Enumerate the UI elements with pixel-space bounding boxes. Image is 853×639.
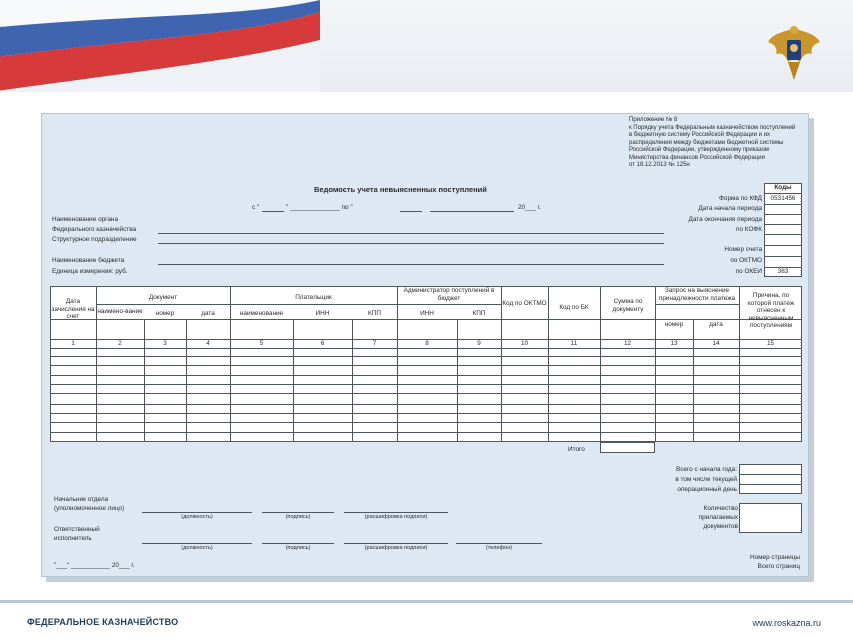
incl-day-label: операционный день <box>677 486 737 493</box>
unit-label: Единица измерения: руб. <box>52 268 128 275</box>
period-start-label: Дата начала периода <box>698 205 762 212</box>
period-suffix: 20___ г. <box>518 204 541 211</box>
codes-header: Коды <box>774 184 792 191</box>
col-kbk-header: Код по БК <box>559 304 589 311</box>
oktmo-label: по ОКТМО <box>730 257 762 264</box>
col-number: 1 <box>71 340 75 347</box>
col-number: 5 <box>259 340 264 347</box>
organ-label: Наименование органа <box>52 216 119 223</box>
col-request-header: Запрос на выяснение принадлежности платежа <box>658 287 736 302</box>
col-req-date-header: дата <box>709 321 723 328</box>
appendix-note <box>629 117 807 170</box>
document-title: Ведомость учета невыясненных поступлений <box>314 185 487 194</box>
head-decoding-caption: (расшифровка подписи) <box>364 514 428 520</box>
col-admin-header: Администратор поступлений в бюджет <box>403 287 495 302</box>
col-number: 4 <box>206 340 210 347</box>
period-end-label: Дата окончания периода <box>688 216 762 223</box>
col-payer-name-header: наименование <box>239 310 284 317</box>
executor-phone-caption: (телефон) <box>485 545 513 551</box>
col-number: 11 <box>570 340 578 347</box>
col-doc-name-header: наимено-вание <box>97 308 143 315</box>
okei-value: 383 <box>777 268 789 275</box>
col-number: 9 <box>477 340 481 347</box>
col-doc-date-header: дата <box>201 310 215 317</box>
appendix-line: Российской Федерации, утвержденному приказом <box>629 147 769 153</box>
col-number: 7 <box>372 340 377 347</box>
footer-org-name: ФЕДЕРАЛЬНОЕ КАЗНАЧЕЙСТВО <box>27 617 179 627</box>
date-line: "___" ___________ 20___ г. <box>54 562 135 569</box>
budget-label: Наименование бюджета <box>52 257 125 264</box>
executor-decoding-caption: (расшифровка подписи) <box>364 545 428 551</box>
appendix-line: от 18.12.2013 № 125н <box>629 162 690 168</box>
col-number: 6 <box>320 340 325 347</box>
col-req-num-header: номер <box>664 321 684 328</box>
col-number: 3 <box>163 340 167 347</box>
col-oktmo-header: Код по ОКТМО <box>502 300 547 307</box>
division-label: Структурное подразделение <box>52 236 137 243</box>
appendix-line: к Порядку учета Федеральным казначейством поступлений <box>629 124 796 131</box>
col-number: 15 <box>766 340 775 347</box>
head-position-caption: (должность) <box>181 514 213 520</box>
col-number: 13 <box>670 340 678 347</box>
executor-signature-caption: (подпись) <box>285 545 311 551</box>
executor-label-1: Ответственный <box>54 526 100 533</box>
docs-count-box <box>739 503 802 533</box>
footer-url[interactable]: www.roskazna.ru <box>752 618 821 628</box>
period-middle: " ______________ по " <box>286 204 353 211</box>
col-payer-header: Плательщик <box>295 294 332 301</box>
account-label: Номер счета <box>724 246 762 253</box>
col-date-header: Дата зачисления на счет <box>51 298 95 320</box>
col-admin-kpp-header: КПП <box>472 310 486 317</box>
footer <box>0 603 853 639</box>
russian-flag-graphic <box>0 0 320 92</box>
okud-label: Форма по КФД <box>719 195 762 202</box>
period-prefix: с " <box>252 204 260 211</box>
col-number: 10 <box>520 340 529 347</box>
col-payer-inn-header: ИНН <box>315 310 330 317</box>
col-payer-kpp-header: КПП <box>368 310 381 317</box>
incl-current-label: в том числе текущей <box>675 476 737 483</box>
head-signature-caption: (подпись) <box>285 514 311 520</box>
okud-value: 0531456 <box>770 195 796 202</box>
appendix-line: распределения между бюджетами бюджетной системы <box>629 139 784 146</box>
col-number: 14 <box>712 340 720 347</box>
appendix-line: Министерства финансов Российской Федерации <box>629 154 765 161</box>
docs-count-label-1: Количество <box>703 505 738 512</box>
okei-label: по ОКЕИ <box>735 268 762 275</box>
docs-count-label-2: прилагаемых <box>698 514 738 521</box>
kofk-label: по КОФК <box>736 226 762 233</box>
col-doc-num-header: номер <box>155 310 175 317</box>
fk-label: Федерального казначейства <box>52 226 137 233</box>
head-label-1: Начальник отдела <box>54 496 109 503</box>
col-sum-header: Сумма по документу <box>612 298 644 313</box>
col-number: 8 <box>425 340 429 347</box>
totals-box <box>739 464 802 494</box>
docs-count-label-3: документов <box>703 523 738 530</box>
total-cell <box>600 442 655 453</box>
treasury-emblem-icon <box>766 22 822 84</box>
appendix-line: в бюджетную систему Российской Федерации и их <box>629 132 771 138</box>
executor-label-2: исполнитель <box>54 535 92 542</box>
col-reason-header: Причина, по которой платеж отнесен к невыясненным поступлениям <box>747 292 795 329</box>
executor-position-caption: (должность) <box>181 545 213 551</box>
pages-total-label: Всего страниц <box>757 563 800 570</box>
since-year-label: Всего с начала года: <box>675 466 737 473</box>
col-admin-inn-header: ИНН <box>420 310 434 317</box>
appendix-line: Приложение № 8 <box>629 117 678 123</box>
col-number: 12 <box>623 340 632 347</box>
head-label-2: (уполномоченное лицо) <box>54 505 125 512</box>
total-label: Итого <box>568 446 585 453</box>
col-document-header: Документ <box>148 294 178 301</box>
col-number: 2 <box>118 340 122 347</box>
form-image <box>41 113 809 577</box>
page-number-label: Номер страницы <box>749 554 800 561</box>
header-banner <box>0 0 853 92</box>
